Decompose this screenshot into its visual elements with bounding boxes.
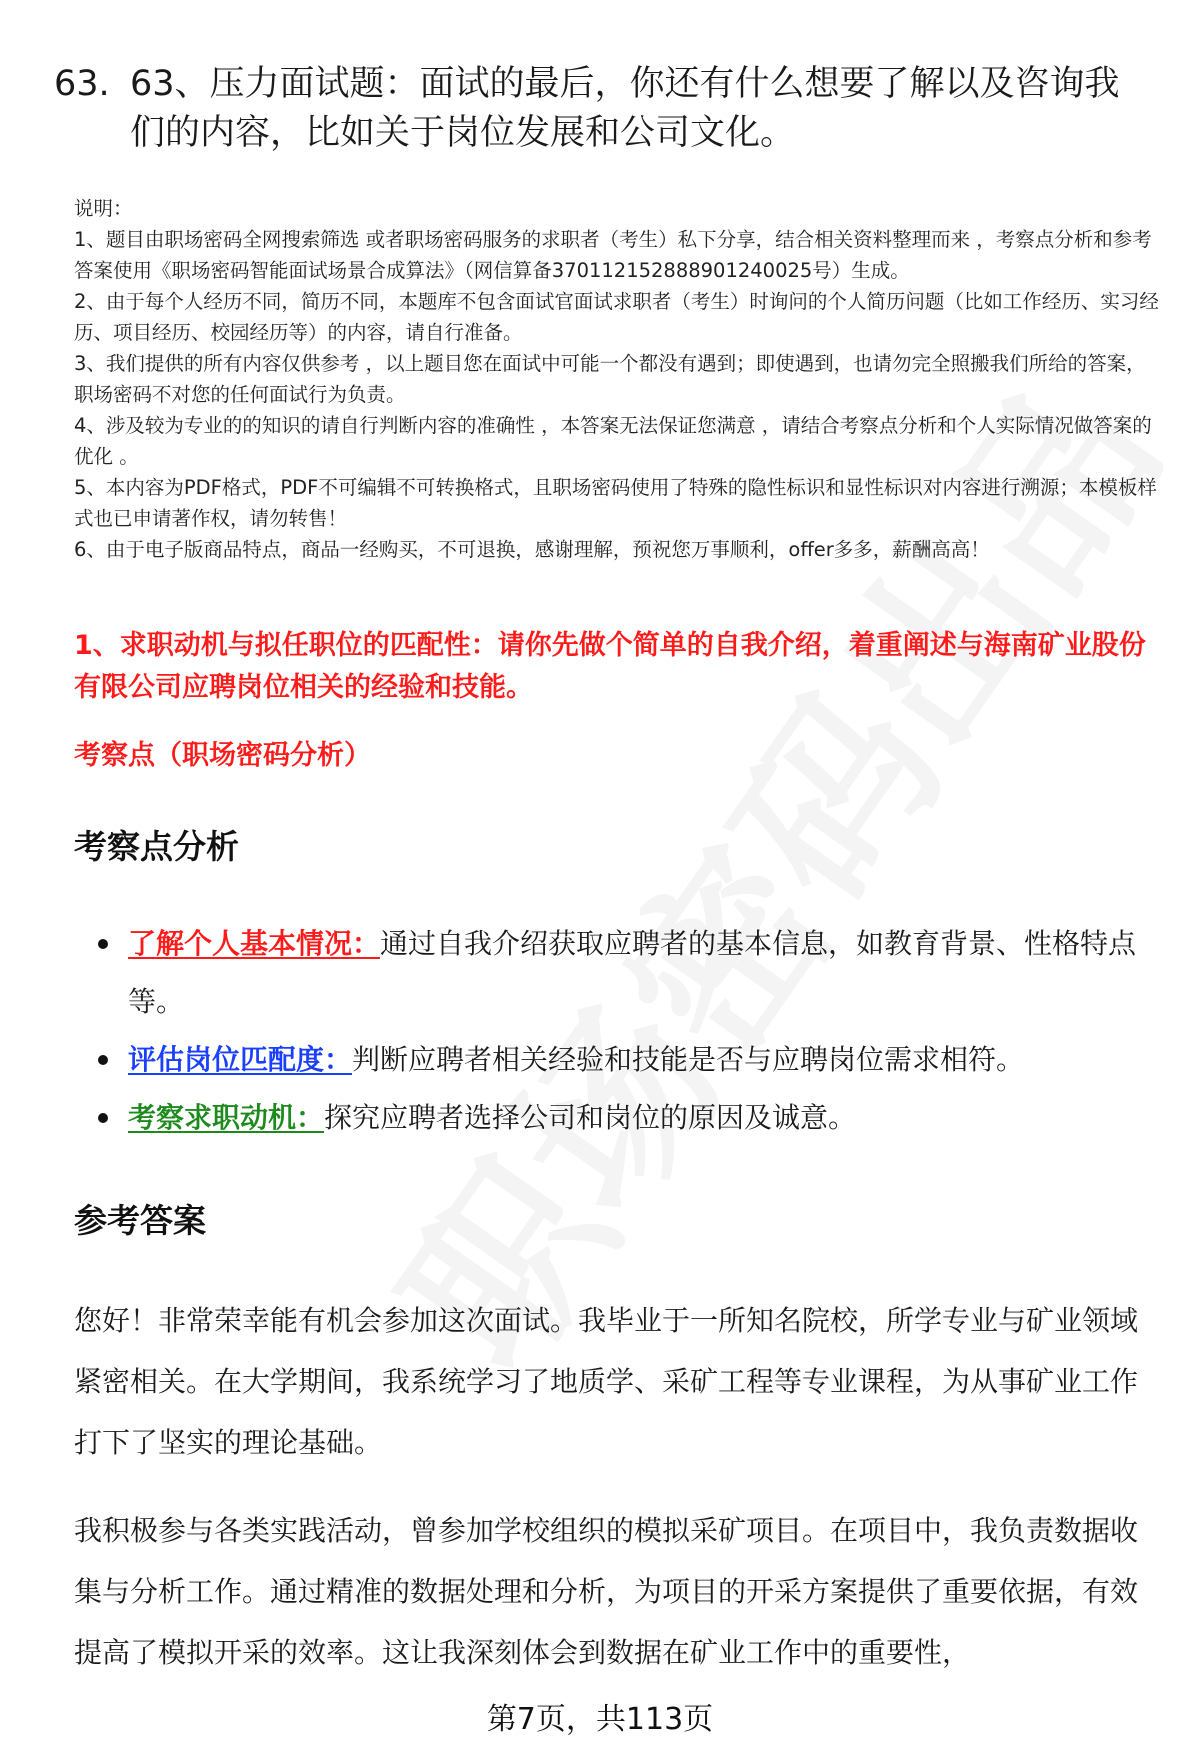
page-footer: 第7页，共113页 bbox=[486, 1702, 714, 1737]
note-item: 1、题目由职场密码全网搜索筛选 或者职场密码服务的求职者（考生）私下分享，结合相关资料整理而来 ，考察点分析和参考答案使用《职场密码智能面试场景合成算法》（网信算备370112152888901240025号）生成。 bbox=[74, 228, 1152, 282]
sub-question: 1、求职动机与拟任职位的匹配性：请你先做个简单的自我介绍，着重阐述与海南矿业股份有限公司应聘岗位相关的经验和技能。 bbox=[74, 630, 1146, 703]
analysis-text: 判断应聘者相关经验和技能是否与应聘岗位需求相符。 bbox=[352, 1043, 1025, 1076]
analysis-keyword: 评估岗位匹配度： bbox=[128, 1043, 353, 1076]
exam-point-label: 考察点（职场密码分析） bbox=[74, 740, 371, 771]
analysis-text: 探究应聘者选择公司和岗位的原因及诚意。 bbox=[324, 1101, 857, 1134]
question-text: 63、压力面试题：面试的最后，你还有什么想要了解以及咨询我们的内容，比如关于岗位发展和公司文化。 bbox=[130, 64, 1120, 153]
bullet-icon bbox=[98, 1113, 108, 1123]
analysis-keyword: 考察求职动机： bbox=[128, 1101, 325, 1134]
analysis-item bbox=[98, 1089, 1158, 1147]
note-item: 6、由于电子版商品特点，商品一经购买，不可退换，感谢理解，预祝您万事顺利，offer多多，薪酬高高！ bbox=[74, 538, 990, 561]
answer-heading: 参考答案 bbox=[74, 1201, 206, 1240]
note-item: 4、涉及较为专业的的知识的请自行判断内容的准确性 ，本答案无法保证您满意 ，请结合考察点分析和个人实际情况做答案的优化 。 bbox=[74, 414, 1152, 468]
analysis-keyword: 了解个人基本情况： bbox=[128, 927, 381, 960]
question-number: 63. bbox=[54, 64, 110, 104]
disclaimer-notes bbox=[74, 193, 1164, 565]
answer-body bbox=[74, 1290, 1154, 1710]
answer-paragraph: 我积极参与各类实践活动，曾参加学校组织的模拟采矿项目。在项目中，我负责数据收集与分析工作。通过精准的数据处理和分析，为项目的开采方案提供了重要依据，有效提高了模拟开采的效率。这让我深刻体会到数据在矿业工作中的重要性， bbox=[74, 1514, 1139, 1669]
analysis-item bbox=[98, 1031, 1158, 1089]
analysis-item bbox=[98, 915, 1158, 1031]
analysis-list bbox=[98, 915, 1158, 1147]
question-title bbox=[54, 60, 1154, 158]
bullet-icon bbox=[98, 1055, 108, 1065]
notes-heading: 说明： bbox=[74, 197, 133, 220]
analysis-text: 通过自我介绍获取应聘者的基本信息，如教育背景、性格特点等。 bbox=[128, 927, 1137, 1018]
note-item: 2、由于每个人经历不同，简历不同，本题库不包含面试官面试求职者（考生）时询问的个人简历问题（比如工作经历、实习经历、项目经历、校园经历等）的内容，请自行准备。 bbox=[74, 290, 1159, 344]
note-item: 3、我们提供的所有内容仅供参考 ，以上题目您在面试中可能一个都没有遇到；即使遇到，也请勿完全照搬我们所给的答案，职场密码不对您的任何面试行为负责。 bbox=[74, 352, 1146, 406]
analysis-heading: 考察点分析 bbox=[74, 827, 239, 866]
answer-paragraph: 您好！非常荣幸能有机会参加这次面试。我毕业于一所知名院校，所学专业与矿业领域紧密相关。在大学期间，我系统学习了地质学、采矿工程等专业课程，为从事矿业工作打下了坚实的理论基础。 bbox=[74, 1304, 1139, 1459]
note-item: 5、本内容为PDF格式，PDF不可编辑不可转换格式，且职场密码使用了特殊的隐性标识和显性标识对内容进行溯源；本模板样式也已申请著作权，请勿转售！ bbox=[74, 476, 1157, 530]
bullet-icon bbox=[98, 939, 108, 949]
